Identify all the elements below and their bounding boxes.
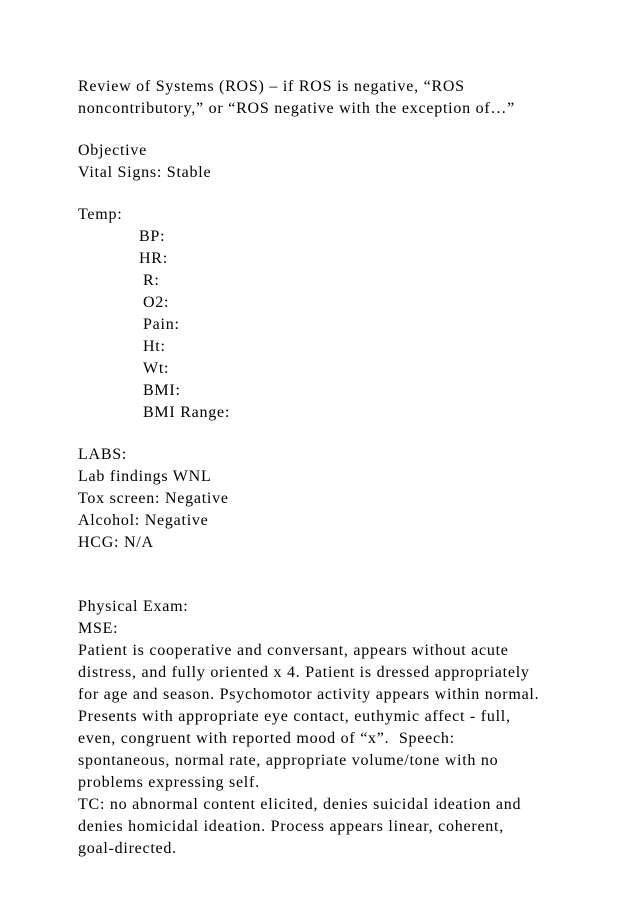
hr-label: HR:: [139, 250, 168, 267]
bmi-label: BMI:: [143, 382, 181, 399]
tc-text-line-2: denies homicidal ideation. Process appears linear, coherent,: [78, 818, 504, 835]
bp-label: BP:: [139, 228, 166, 245]
ros-text-line-1: Review of Systems (ROS) – if ROS is negative, “ROS: [78, 78, 465, 95]
lab-findings-line: Lab findings WNL: [78, 468, 212, 485]
hcg-line: HCG: N/A: [78, 534, 154, 551]
objective-heading: Objective: [78, 142, 147, 159]
tc-text-line-3: goal-directed.: [78, 840, 177, 857]
r-label: R:: [143, 272, 160, 289]
o2-label: O2:: [143, 294, 170, 311]
alcohol-line: Alcohol: Negative: [78, 512, 209, 529]
physical-exam-heading: Physical Exam:: [78, 598, 189, 615]
mse-text-line-1: Patient is cooperative and conversant, appears without acute: [78, 642, 509, 659]
mse-text-line-3: for age and season. Psychomotor activity appears within normal.: [78, 686, 540, 703]
bmi-range-label: BMI Range:: [143, 404, 231, 421]
vital-signs-line: Vital Signs: Stable: [78, 164, 212, 181]
pain-label: Pain:: [143, 316, 180, 333]
tc-text-line-1: TC: no abnormal content elicited, denies suicidal ideation and: [78, 796, 522, 813]
mse-text-line-7: problems expressing self.: [78, 774, 260, 791]
mse-text-line-2: distress, and fully oriented x 4. Patient is dressed appropriately: [78, 664, 530, 681]
tox-screen-line: Tox screen: Negative: [78, 490, 229, 507]
mse-heading: MSE:: [78, 620, 119, 637]
mse-text-line-5: even, congruent with reported mood of “x”. Speech:: [78, 730, 455, 747]
wt-label: Wt:: [143, 360, 170, 377]
ht-label: Ht:: [143, 338, 166, 355]
ros-text-line-2: noncontributory,” or “ROS negative with the exception of…”: [78, 100, 516, 117]
mse-text-line-6: spontaneous, normal rate, appropriate volume/tone with no: [78, 752, 499, 769]
labs-heading: LABS:: [78, 446, 128, 463]
temp-label: Temp:: [78, 206, 123, 223]
mse-text-line-4: Presents with appropriate eye contact, euthymic affect - full,: [78, 708, 511, 725]
